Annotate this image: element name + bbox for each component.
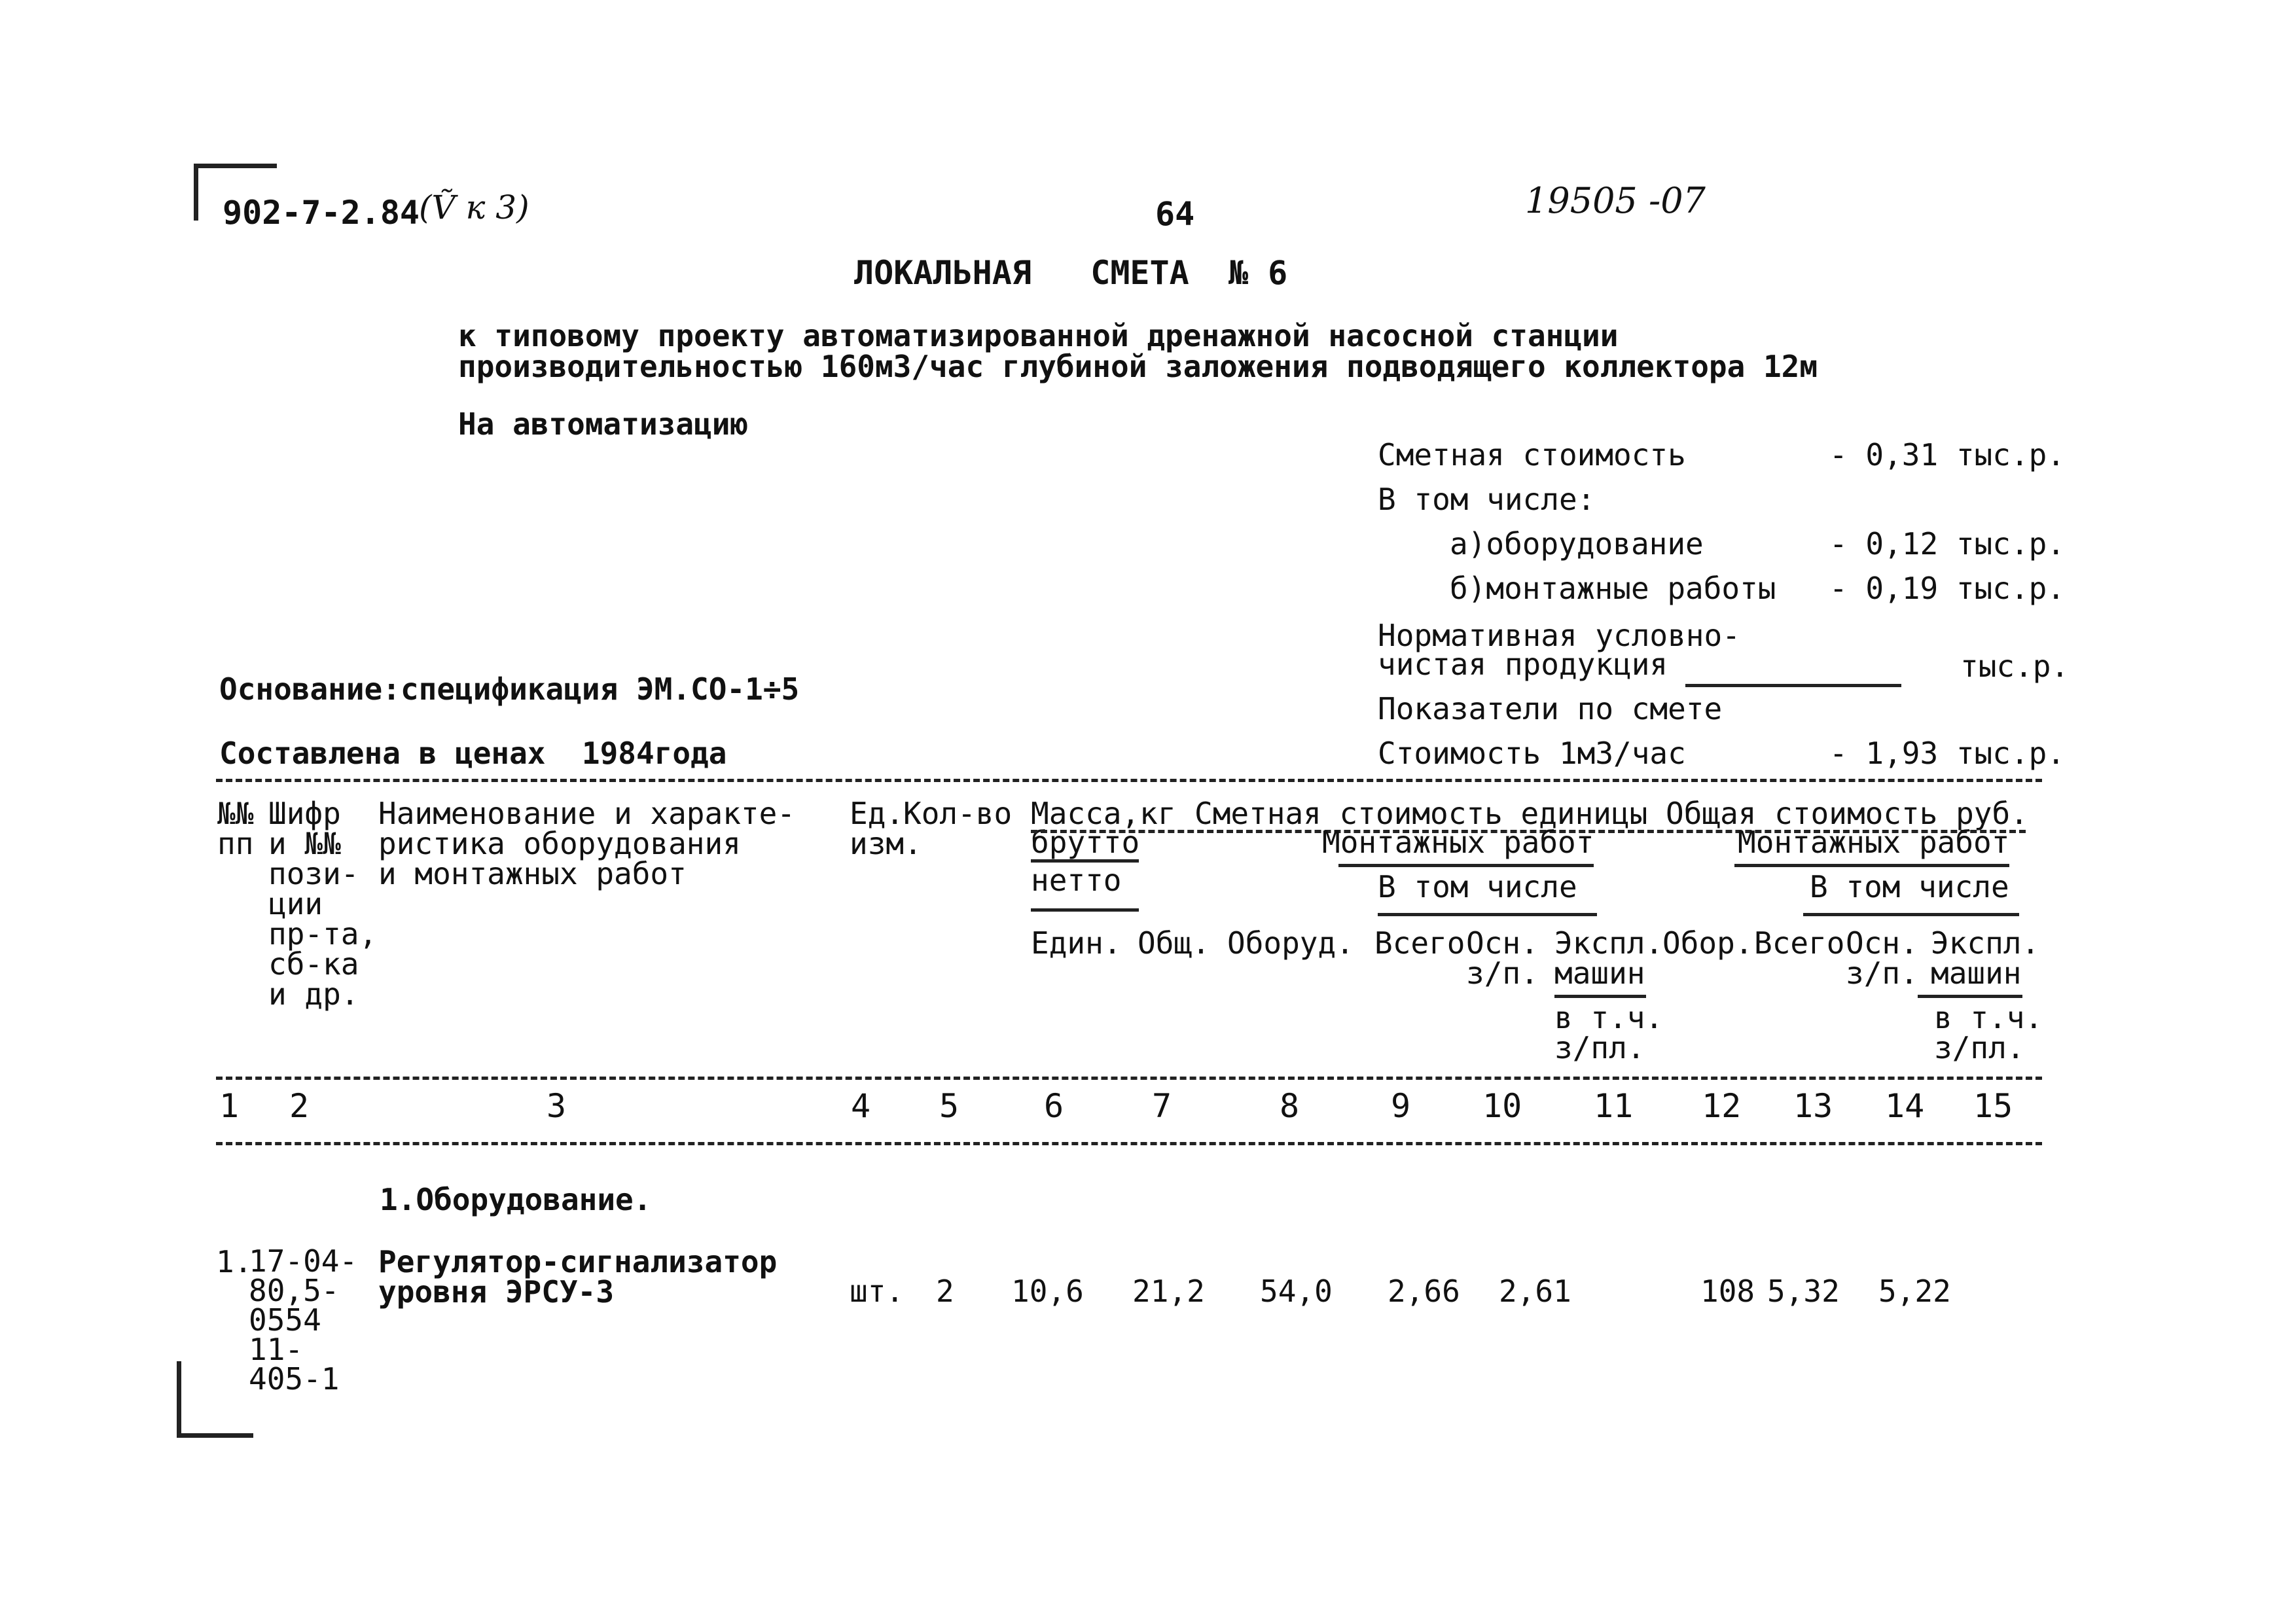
normative-label-2: чистая продукция bbox=[1378, 647, 1668, 682]
normative-value: тыс.р. bbox=[1960, 649, 2070, 684]
row-code: 17-04- 80,5- 0554 11- 405-1 bbox=[249, 1243, 358, 1397]
header-netto: нетто bbox=[1031, 863, 1122, 898]
column-number: 8 bbox=[1280, 1087, 1300, 1125]
column-number: 15 bbox=[1973, 1087, 2013, 1125]
column-number: 11 bbox=[1594, 1087, 1634, 1125]
estimated-cost-label: Сметная стоимость bbox=[1378, 437, 1686, 473]
row-install-total: 2,66 bbox=[1388, 1274, 1460, 1309]
header-col-2: Шифр и №№ пози- ции пр-та, сб-ка и др. bbox=[268, 796, 378, 1012]
cost-per-unit-value: - 1,93 тыс.р. bbox=[1829, 736, 2066, 771]
section-heading: На автоматизацию bbox=[458, 406, 749, 442]
header-col-15: Экспл. машин bbox=[1931, 925, 2040, 991]
header-brutto: брутто bbox=[1031, 825, 1140, 860]
subtitle-line-2: производительностью 160м3/час глубиной заложения подводящего коллектора 12м bbox=[458, 349, 1818, 384]
header-install-works-2-rule bbox=[1734, 864, 2009, 867]
row-name: Регулятор-сигнализатор уровня ЭРСУ-3 bbox=[378, 1244, 778, 1310]
header-col-10: Осн. з/п. bbox=[1466, 925, 1539, 991]
normative-label-1: Нормативная условно- bbox=[1378, 618, 1740, 653]
column-number: 12 bbox=[1702, 1087, 1742, 1125]
installation-label: б)монтажные работы bbox=[1450, 571, 1776, 606]
doc-code: 902-7-2.84 bbox=[223, 194, 420, 232]
row-equipment: 54,0 bbox=[1260, 1274, 1333, 1309]
row-number: 1. bbox=[216, 1244, 253, 1279]
header-col-12: Обор. bbox=[1662, 925, 1753, 961]
row-total-equipment: 108 bbox=[1700, 1274, 1755, 1309]
estimated-cost-value: - 0,31 тыс.р. bbox=[1829, 437, 2066, 473]
indicators-label: Показатели по смете bbox=[1378, 691, 1723, 726]
column-number: 13 bbox=[1793, 1087, 1833, 1125]
row-qty: 2 bbox=[936, 1274, 954, 1309]
row-total-salary: 5,22 bbox=[1878, 1274, 1951, 1309]
header-col-3: Наименование и характе- ристика оборудования и монтажных работ bbox=[378, 796, 795, 891]
header-mass-group: Масса,кг bbox=[1031, 796, 1176, 831]
header-col-8: Оборуд. bbox=[1227, 925, 1354, 961]
table-top-rule bbox=[216, 779, 2042, 782]
column-number: 14 bbox=[1885, 1087, 1925, 1125]
header-col-4: Ед. изм. bbox=[850, 796, 922, 861]
column-number: 3 bbox=[547, 1087, 567, 1125]
column-number: 2 bbox=[289, 1087, 310, 1125]
header-col-5: Кол-во bbox=[903, 796, 1013, 831]
subtitle-line-1: к типовому проекту автоматизированной дренажной насосной станции bbox=[458, 318, 1619, 353]
header-incl-2: В том числе bbox=[1810, 869, 2009, 904]
inventory-number: 19505 -07 bbox=[1525, 180, 1706, 221]
row-total-install: 5,32 bbox=[1767, 1274, 1840, 1309]
cost-per-unit-label: Стоимость 1м3/час bbox=[1378, 736, 1686, 771]
album-mark: (Ṽ к 3) bbox=[419, 188, 529, 226]
header-col-6: Един. bbox=[1031, 925, 1122, 961]
column-number: 4 bbox=[851, 1087, 871, 1125]
prices-text: Составлена в ценах 1984года bbox=[219, 736, 727, 771]
column-number: 7 bbox=[1152, 1087, 1172, 1125]
basis-text: Основание:спецификация ЭМ.СО-1÷5 bbox=[219, 671, 800, 707]
column-numbers-bottom-rule bbox=[216, 1142, 2042, 1145]
header-install-works-2: Монтажных работ bbox=[1738, 825, 2010, 860]
header-incl-2-rule bbox=[1803, 913, 2019, 916]
header-col-14: Осн. з/п. bbox=[1846, 925, 1918, 991]
column-number: 1 bbox=[219, 1087, 240, 1125]
installation-value: - 0,19 тыс.р. bbox=[1829, 571, 2066, 606]
column-numbers-top-rule bbox=[216, 1077, 2042, 1080]
document-title: ЛОКАЛЬНАЯ СМЕТА № 6 bbox=[854, 254, 1288, 292]
row-install-salary: 2,61 bbox=[1499, 1274, 1571, 1309]
row-mass-total: 21,2 bbox=[1132, 1274, 1205, 1309]
column-number: 10 bbox=[1482, 1087, 1522, 1125]
column-number: 5 bbox=[939, 1087, 960, 1125]
header-col-7: Общ. bbox=[1138, 925, 1210, 961]
header-unit-cost-group: Сметная стоимость единицы bbox=[1194, 796, 1648, 831]
normative-value-line bbox=[1685, 684, 1901, 687]
header-col-1: №№ пп bbox=[217, 796, 254, 861]
column-number: 6 bbox=[1044, 1087, 1064, 1125]
header-col-15-rule bbox=[1918, 995, 2022, 998]
equipment-label: а)оборудование bbox=[1450, 526, 1704, 562]
header-install-works-1-rule bbox=[1338, 864, 1594, 867]
header-col-11-rule bbox=[1554, 995, 1646, 998]
header-install-works-1: Монтажных работ bbox=[1322, 825, 1594, 860]
header-col-15-sub: в т.ч. з/пл. bbox=[1934, 1000, 2043, 1065]
page-number: 64 bbox=[1155, 195, 1195, 233]
including-label: В том числе: bbox=[1378, 482, 1596, 517]
header-incl-1: В том числе bbox=[1378, 869, 1577, 904]
equipment-value: - 0,12 тыс.р. bbox=[1829, 526, 2066, 562]
header-netto-underline bbox=[1031, 908, 1139, 912]
frame-corner-bottom-left bbox=[177, 1361, 253, 1438]
header-col-9: Всего bbox=[1374, 925, 1465, 961]
header-incl-1-rule bbox=[1378, 913, 1597, 916]
row-unit: шт. bbox=[850, 1274, 905, 1309]
header-col-11-sub: в т.ч. з/пл. bbox=[1554, 1000, 1664, 1065]
header-col-13: Всего bbox=[1754, 925, 1845, 961]
section-title: 1.Оборудование. bbox=[380, 1182, 652, 1217]
column-number: 9 bbox=[1391, 1087, 1411, 1125]
header-col-11: Экспл. машин bbox=[1554, 925, 1664, 991]
row-mass-unit: 10,6 bbox=[1011, 1274, 1084, 1309]
header-total-cost-group: Общая стоимость руб. bbox=[1666, 796, 2028, 831]
